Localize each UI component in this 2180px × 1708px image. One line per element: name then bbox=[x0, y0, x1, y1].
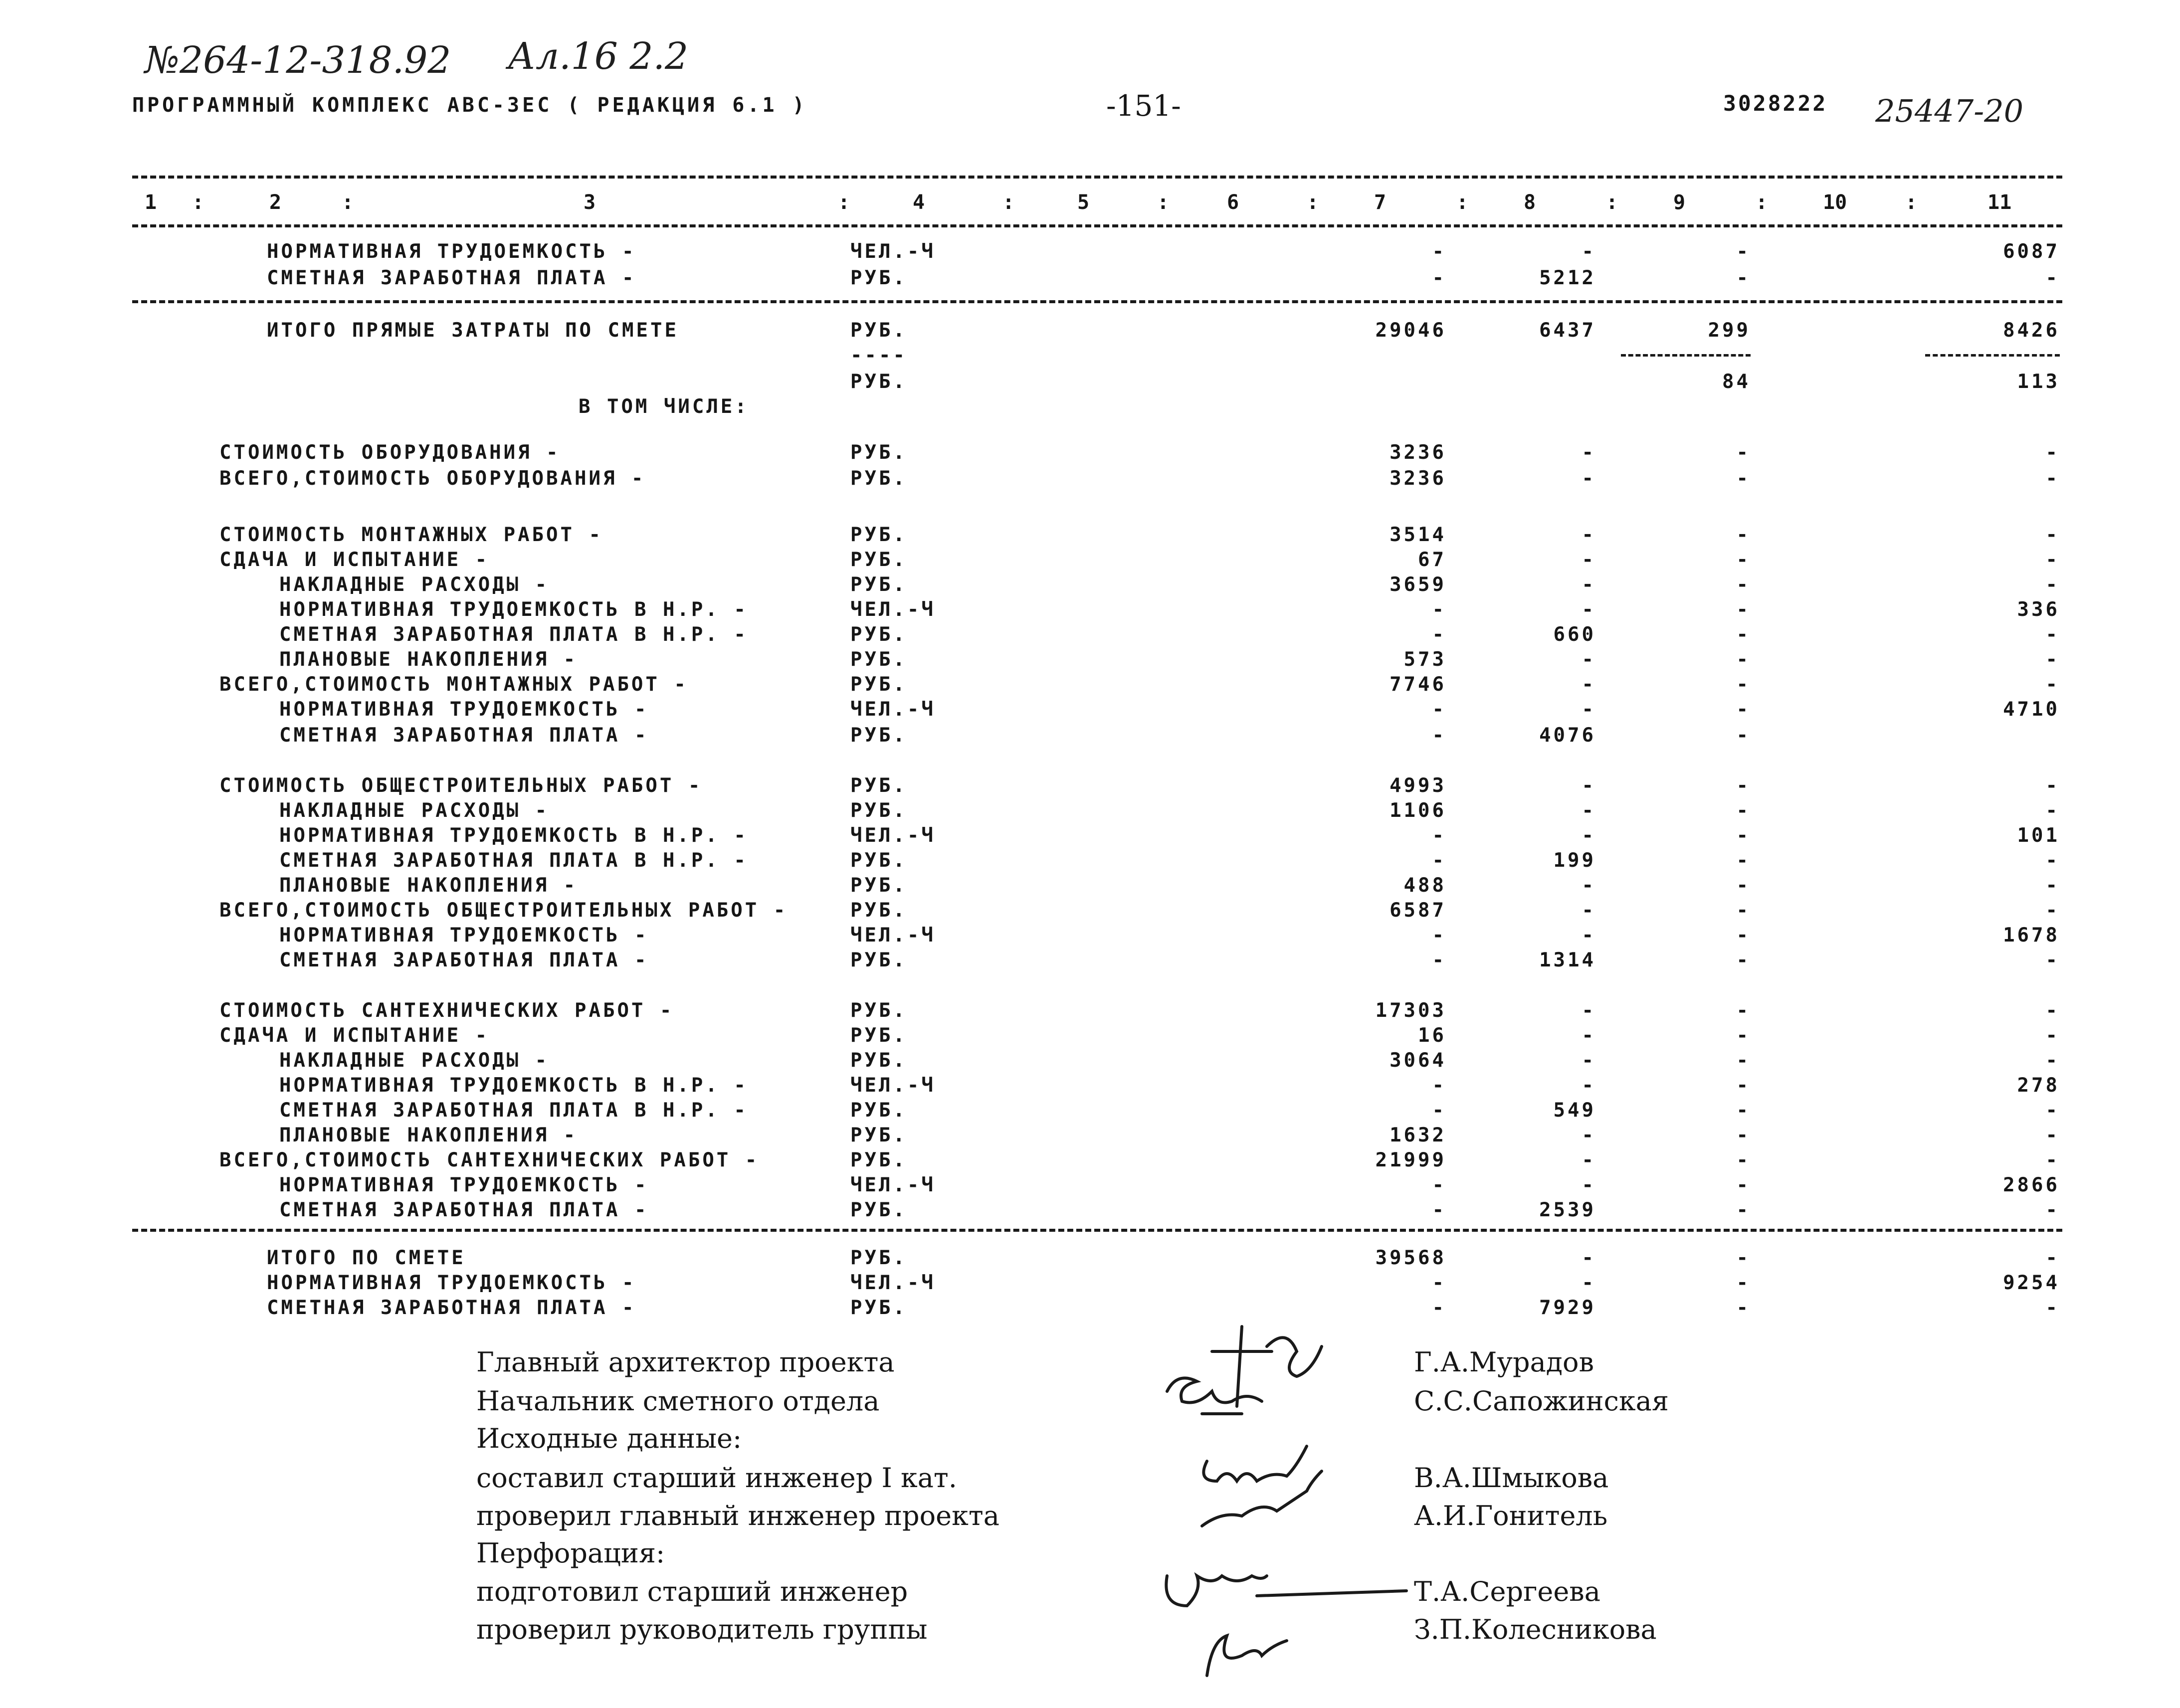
row-label: НОРМАТИВНАЯ ТРУДОЕМКОСТЬ - bbox=[279, 924, 649, 947]
table-row bbox=[0, 1149, 2180, 1175]
col7-value: - bbox=[1432, 924, 1446, 947]
col-header-5: 5 bbox=[1077, 191, 1090, 214]
row-label: НОРМАТИВНАЯ ТРУДОЕМКОСТЬ В Н.Р. - bbox=[279, 824, 748, 847]
col9-value: - bbox=[1736, 824, 1751, 847]
col11-value: - bbox=[2045, 648, 2060, 671]
row-label: ИТОГО ПО СМЕТЕ bbox=[267, 1247, 466, 1269]
col11-value: 8426 bbox=[2003, 319, 2060, 342]
row-label: СТОИМОСТЬ МОНТАЖНЫХ РАБОТ - bbox=[219, 524, 603, 546]
col8-value: - bbox=[1582, 824, 1596, 847]
table-row bbox=[0, 724, 2180, 750]
signoff-role: составил старший инженер I кат. bbox=[476, 1462, 957, 1494]
handwritten-album-number: Ал.16 2.2 bbox=[508, 35, 689, 78]
col8-value: 549 bbox=[1553, 1099, 1596, 1122]
row-unit: ЧЕЛ.-Ч bbox=[850, 1074, 936, 1097]
col8-value: - bbox=[1582, 799, 1596, 822]
row-label: НОРМАТИВНАЯ ТРУДОЕМКОСТЬ - bbox=[279, 1174, 649, 1196]
col7-value: 4993 bbox=[1389, 774, 1446, 797]
col9-value: - bbox=[1736, 949, 1751, 971]
signoff-role: Перфорация: bbox=[476, 1537, 665, 1569]
col8-value: 1314 bbox=[1539, 949, 1596, 971]
col11-value: 113 bbox=[2017, 371, 2060, 393]
row-label: СМЕТНАЯ ЗАРАБОТНАЯ ПЛАТА В Н.Р. - bbox=[279, 1099, 748, 1122]
row-unit: РУБ. bbox=[850, 467, 907, 490]
row-unit: ЧЕЛ.-Ч bbox=[850, 598, 936, 621]
col-header-7: 7 bbox=[1374, 191, 1387, 214]
col7-value: - bbox=[1432, 1199, 1446, 1221]
col8-value: - bbox=[1582, 648, 1596, 671]
col7-value: - bbox=[1432, 1099, 1446, 1122]
col7-value: - bbox=[1432, 698, 1446, 721]
signoff-name: С.С.Сапожинская bbox=[1414, 1385, 1669, 1417]
col7-value: - bbox=[1432, 849, 1446, 872]
row-unit: РУБ. bbox=[850, 371, 907, 393]
col7-value: 573 bbox=[1403, 648, 1446, 671]
col7-value: 16 bbox=[1418, 1024, 1446, 1047]
row-unit: РУБ. bbox=[850, 524, 907, 546]
col-separator: : bbox=[1002, 191, 1015, 214]
col11-value: 101 bbox=[2017, 824, 2060, 847]
col11-value: - bbox=[2045, 799, 2060, 822]
col7-value: 3514 bbox=[1389, 524, 1446, 546]
signoff-role: Главный архитектор проекта bbox=[476, 1346, 895, 1378]
row-unit: РУБ. bbox=[850, 724, 907, 747]
col9-value: - bbox=[1736, 1199, 1751, 1221]
signoff-name: Г.А.Мурадов bbox=[1414, 1346, 1594, 1378]
col-separator: : bbox=[1307, 191, 1319, 214]
row-label: СМЕТНАЯ ЗАРАБОТНАЯ ПЛАТА - bbox=[279, 724, 649, 747]
col11-value: - bbox=[2045, 999, 2060, 1022]
col9-value: - bbox=[1736, 1024, 1751, 1047]
col7-value: 3659 bbox=[1389, 573, 1446, 596]
col9-value: 84 bbox=[1722, 371, 1751, 393]
row-unit: РУБ. bbox=[850, 949, 907, 971]
col9-value: - bbox=[1736, 598, 1751, 621]
table-row bbox=[0, 774, 2180, 800]
signoff-name: А.И.Гонитель bbox=[1414, 1500, 1608, 1531]
table-row bbox=[0, 1247, 2180, 1273]
col7-value: - bbox=[1432, 1297, 1446, 1319]
col8-value: - bbox=[1582, 1247, 1596, 1269]
table-row bbox=[0, 1174, 2180, 1200]
table-row bbox=[0, 267, 2180, 293]
col8-value: - bbox=[1582, 598, 1596, 621]
row-unit: РУБ. bbox=[850, 999, 907, 1022]
col8-value: - bbox=[1582, 1074, 1596, 1097]
col8-value: - bbox=[1582, 240, 1596, 263]
table-row bbox=[0, 344, 2180, 370]
col8-value: - bbox=[1582, 524, 1596, 546]
col8-value: 199 bbox=[1553, 849, 1596, 872]
col9-value: - bbox=[1736, 673, 1751, 696]
col-header-4: 4 bbox=[913, 191, 925, 214]
col9-value: - bbox=[1736, 1049, 1751, 1072]
row-label: ИТОГО ПРЯМЫЕ ЗАТРАТЫ ПО СМЕТЕ bbox=[267, 319, 679, 342]
col9-value: - bbox=[1736, 799, 1751, 822]
col11-value: - bbox=[2045, 441, 2060, 464]
col-header-9: 9 bbox=[1673, 191, 1686, 214]
row-label: НАКЛАДНЫЕ РАСХОДЫ - bbox=[279, 799, 550, 822]
col9-value: - bbox=[1736, 774, 1751, 797]
row-label: ВСЕГО,СТОИМОСТЬ МОНТАЖНЫХ РАБОТ - bbox=[219, 673, 688, 696]
row-label: НАКЛАДНЫЕ РАСХОДЫ - bbox=[279, 1049, 550, 1072]
signoff-name: В.А.Шмыкова bbox=[1414, 1462, 1609, 1494]
table-row bbox=[0, 549, 2180, 574]
col11-value: - bbox=[2045, 874, 2060, 897]
col11-value: - bbox=[2045, 549, 2060, 571]
row-unit: РУБ. bbox=[850, 899, 907, 922]
row-unit: РУБ. bbox=[850, 648, 907, 671]
col11-value: 278 bbox=[2017, 1074, 2060, 1097]
col9-value: - bbox=[1736, 441, 1751, 464]
col8-value: - bbox=[1582, 1272, 1596, 1294]
table-row bbox=[0, 999, 2180, 1025]
col7-value: - bbox=[1432, 240, 1446, 263]
col9-value: - bbox=[1736, 899, 1751, 922]
row-label: СДАЧА И ИСПЫТАНИЕ - bbox=[219, 1024, 490, 1047]
col-separator: : bbox=[1756, 191, 1768, 214]
col8-value: 5212 bbox=[1539, 267, 1596, 289]
row-label: НОРМАТИВНАЯ ТРУДОЕМКОСТЬ В Н.Р. - bbox=[279, 598, 748, 621]
row-label: СМЕТНАЯ ЗАРАБОТНАЯ ПЛАТА - bbox=[267, 267, 636, 289]
col7-value: - bbox=[1432, 1174, 1446, 1196]
row-unit: ЧЕЛ.-Ч bbox=[850, 1174, 936, 1196]
row-label: НОРМАТИВНАЯ ТРУДОЕМКОСТЬ - bbox=[267, 240, 636, 263]
table-row bbox=[0, 849, 2180, 875]
row-label: НОРМАТИВНАЯ ТРУДОЕМКОСТЬ - bbox=[267, 1272, 636, 1294]
row-label: СМЕТНАЯ ЗАРАБОТНАЯ ПЛАТА - bbox=[267, 1297, 636, 1319]
signoff-role: проверил руководитель группы bbox=[476, 1614, 928, 1645]
document-code: 3028222 bbox=[1723, 91, 1828, 116]
row-label: НАКЛАДНЫЕ РАСХОДЫ - bbox=[279, 573, 550, 596]
col8-value: - bbox=[1582, 924, 1596, 947]
col9-value: - bbox=[1736, 240, 1751, 263]
col7-value: - bbox=[1432, 724, 1446, 747]
row-unit: ЧЕЛ.-Ч bbox=[850, 824, 936, 847]
row-unit: ЧЕЛ.-Ч bbox=[850, 1272, 936, 1294]
col11-value: - bbox=[2045, 673, 2060, 696]
col9-value: - bbox=[1736, 698, 1751, 721]
col7-value: - bbox=[1432, 1272, 1446, 1294]
row-label: СТОИМОСТЬ САНТЕХНИЧЕСКИХ РАБОТ - bbox=[219, 999, 674, 1022]
col7-value: - bbox=[1432, 598, 1446, 621]
row-unit: РУБ. bbox=[850, 441, 907, 464]
col8-value: 6437 bbox=[1539, 319, 1596, 342]
row-unit: РУБ. bbox=[850, 1024, 907, 1047]
col-header-10: 10 bbox=[1823, 191, 1847, 214]
row-unit: РУБ. bbox=[850, 319, 907, 342]
col9-value: - bbox=[1736, 874, 1751, 897]
table-row bbox=[0, 524, 2180, 550]
col8-value: - bbox=[1582, 698, 1596, 721]
row-label: СТОИМОСТЬ ОБОРУДОВАНИЯ - bbox=[219, 441, 561, 464]
col-header-1: 1 bbox=[145, 191, 157, 214]
col9-value: - bbox=[1736, 1272, 1751, 1294]
signatures-drawing bbox=[1137, 1307, 1416, 1686]
row-label: ПЛАНОВЫЕ НАКОПЛЕНИЯ - bbox=[279, 874, 578, 897]
row-label: СМЕТНАЯ ЗАРАБОТНАЯ ПЛАТА - bbox=[279, 949, 649, 971]
col7-value: 6587 bbox=[1389, 899, 1446, 922]
col7-value: - bbox=[1432, 1074, 1446, 1097]
col8-value: - bbox=[1582, 673, 1596, 696]
table-row bbox=[0, 899, 2180, 925]
program-title: ПРОГРАММНЫЙ КОМПЛЕКС АВС-3ЕС ( РЕДАКЦИЯ 6.1 ) bbox=[132, 94, 807, 117]
row-label: СМЕТНАЯ ЗАРАБОТНАЯ ПЛАТА В Н.Р. - bbox=[279, 849, 748, 872]
col11-value: - bbox=[2045, 774, 2060, 797]
row-label: В ТОМ ЧИСЛЕ: bbox=[579, 395, 749, 418]
row-unit: РУБ. bbox=[850, 623, 907, 646]
col9-value: - bbox=[1736, 267, 1751, 289]
table-row bbox=[0, 1074, 2180, 1100]
table-row bbox=[0, 949, 2180, 975]
col11-value: 2866 bbox=[2003, 1174, 2060, 1196]
col8-value: 660 bbox=[1553, 623, 1596, 646]
col7-value: 39568 bbox=[1375, 1247, 1446, 1269]
table-row bbox=[0, 598, 2180, 624]
row-unit: РУБ. bbox=[850, 849, 907, 872]
row-unit: РУБ. bbox=[850, 1297, 907, 1319]
col9-value: - bbox=[1736, 849, 1751, 872]
col8-value: 7929 bbox=[1539, 1297, 1596, 1319]
col11-value: - bbox=[2045, 1024, 2060, 1047]
col-separator: : bbox=[342, 191, 354, 214]
table-row bbox=[0, 1099, 2180, 1125]
row-label: СМЕТНАЯ ЗАРАБОТНАЯ ПЛАТА - bbox=[279, 1199, 649, 1221]
col11-value: - bbox=[2045, 1124, 2060, 1146]
table-row bbox=[0, 1049, 2180, 1075]
col11-value: - bbox=[2045, 623, 2060, 646]
col8-value: - bbox=[1582, 1149, 1596, 1171]
signoff-role: Начальник сметного отдела bbox=[476, 1385, 880, 1417]
row-unit: РУБ. bbox=[850, 799, 907, 822]
col8-value: 2539 bbox=[1539, 1199, 1596, 1221]
col8-value: 4076 bbox=[1539, 724, 1596, 747]
col8-value: - bbox=[1582, 549, 1596, 571]
col-header-6: 6 bbox=[1227, 191, 1239, 214]
col9-value: - bbox=[1736, 573, 1751, 596]
col9-value: - bbox=[1736, 1099, 1751, 1122]
col9-value: - bbox=[1736, 924, 1751, 947]
col9-value: - bbox=[1736, 1247, 1751, 1269]
col-separator: : bbox=[1905, 191, 1918, 214]
col7-value: 3064 bbox=[1389, 1049, 1446, 1072]
row-unit: ЧЕЛ.-Ч bbox=[850, 924, 936, 947]
col-separator: : bbox=[1456, 191, 1469, 214]
col-header-11: 11 bbox=[1987, 191, 2012, 214]
col8-value: - bbox=[1582, 1174, 1596, 1196]
row-label: СМЕТНАЯ ЗАРАБОТНАЯ ПЛАТА В Н.Р. - bbox=[279, 623, 748, 646]
table-row bbox=[0, 573, 2180, 599]
row-label: СДАЧА И ИСПЫТАНИЕ - bbox=[219, 549, 490, 571]
table-row bbox=[0, 1124, 2180, 1150]
row-unit: ЧЕЛ.-Ч bbox=[850, 240, 936, 263]
col9-value: - bbox=[1736, 1297, 1751, 1319]
page-number: -151- bbox=[1106, 89, 1181, 123]
row-label: НОРМАТИВНАЯ ТРУДОЕМКОСТЬ - bbox=[279, 698, 649, 721]
table-row bbox=[0, 673, 2180, 699]
col11-value: - bbox=[2045, 573, 2060, 596]
col-header-3: 3 bbox=[584, 191, 596, 214]
table-row bbox=[0, 799, 2180, 825]
col11-value: - bbox=[2045, 949, 2060, 971]
col11-value: - bbox=[2045, 467, 2060, 490]
col8-value: - bbox=[1582, 1024, 1596, 1047]
col8-value: - bbox=[1582, 874, 1596, 897]
row-unit: РУБ. bbox=[850, 549, 907, 571]
col9-value: - bbox=[1736, 724, 1751, 747]
col7-value: 1106 bbox=[1389, 799, 1446, 822]
col11-value: 9254 bbox=[2003, 1272, 2060, 1294]
col8-value: - bbox=[1582, 774, 1596, 797]
table-row bbox=[0, 395, 2180, 421]
row-unit: ---- bbox=[850, 344, 907, 367]
table-row bbox=[0, 1297, 2180, 1323]
row-unit: РУБ. bbox=[850, 1199, 907, 1221]
col11-value: - bbox=[2045, 899, 2060, 922]
col-header-2: 2 bbox=[269, 191, 282, 214]
col8-value: - bbox=[1582, 1124, 1596, 1146]
row-label: ПЛАНОВЫЕ НАКОПЛЕНИЯ - bbox=[279, 1124, 578, 1146]
col7-value: 7746 bbox=[1389, 673, 1446, 696]
col7-value: 488 bbox=[1403, 874, 1446, 897]
col9-value: 299 bbox=[1708, 319, 1751, 342]
col9-value: - bbox=[1736, 1074, 1751, 1097]
col11-value: 1678 bbox=[2003, 924, 2060, 947]
table-row bbox=[0, 698, 2180, 724]
row-unit: РУБ. bbox=[850, 1099, 907, 1122]
col11-value: - bbox=[2045, 1297, 2060, 1319]
row-unit: РУБ. bbox=[850, 1124, 907, 1146]
col7-value: - bbox=[1432, 824, 1446, 847]
row-unit: РУБ. bbox=[850, 1149, 907, 1171]
signoff-name: Т.А.Сергеева bbox=[1414, 1576, 1600, 1607]
row-label: ВСЕГО,СТОИМОСТЬ САНТЕХНИЧЕСКИХ РАБОТ - bbox=[219, 1149, 760, 1171]
row-unit: РУБ. bbox=[850, 774, 907, 797]
col7-value: 3236 bbox=[1389, 467, 1446, 490]
table-row bbox=[0, 1199, 2180, 1225]
col9-value: - bbox=[1736, 623, 1751, 646]
row-unit: РУБ. bbox=[850, 1049, 907, 1072]
col11-value: - bbox=[2045, 1247, 2060, 1269]
col11-value: - bbox=[2045, 267, 2060, 289]
table-row bbox=[0, 824, 2180, 850]
handwritten-document-number: №264-12-318.92 bbox=[145, 39, 451, 82]
signoff-name: З.П.Колесникова bbox=[1414, 1614, 1657, 1645]
row-label: ВСЕГО,СТОИМОСТЬ ОБОРУДОВАНИЯ - bbox=[219, 467, 646, 490]
row-unit: РУБ. bbox=[850, 573, 907, 596]
col8-value: - bbox=[1582, 467, 1596, 490]
row-unit: РУБ. bbox=[850, 874, 907, 897]
signoff-role: Исходные данные: bbox=[476, 1423, 742, 1454]
col11-value: - bbox=[2045, 1049, 2060, 1072]
col-separator: : bbox=[1606, 191, 1618, 214]
table-row bbox=[0, 648, 2180, 674]
signoff-role: подготовил старший инженер bbox=[476, 1576, 908, 1607]
col9-value: - bbox=[1736, 648, 1751, 671]
col7-value: 67 bbox=[1418, 549, 1446, 571]
col7-value: 3236 bbox=[1389, 441, 1446, 464]
table-row bbox=[0, 441, 2180, 467]
col11-value: - bbox=[2045, 1149, 2060, 1171]
table-row bbox=[0, 467, 2180, 493]
col11-value: 4710 bbox=[2003, 698, 2060, 721]
col11-value: 6087 bbox=[2003, 240, 2060, 263]
col7-value: - bbox=[1432, 623, 1446, 646]
table-row bbox=[0, 319, 2180, 345]
col9-value: - bbox=[1736, 999, 1751, 1022]
col8-value: - bbox=[1582, 1049, 1596, 1072]
col7-value: 21999 bbox=[1375, 1149, 1446, 1171]
col-separator: : bbox=[192, 191, 204, 214]
col11-value: - bbox=[2045, 524, 2060, 546]
col-header-8: 8 bbox=[1524, 191, 1536, 214]
col8-value: - bbox=[1582, 573, 1596, 596]
col7-value: 1632 bbox=[1389, 1124, 1446, 1146]
row-unit: РУБ. bbox=[850, 673, 907, 696]
col7-value: 17303 bbox=[1375, 999, 1446, 1022]
handwritten-inventory-number: 25447-20 bbox=[1875, 93, 2024, 129]
row-unit: РУБ. bbox=[850, 1247, 907, 1269]
col11-value: 336 bbox=[2017, 598, 2060, 621]
table-row bbox=[0, 874, 2180, 900]
row-label: НОРМАТИВНАЯ ТРУДОЕМКОСТЬ В Н.Р. - bbox=[279, 1074, 748, 1097]
col9-value: - bbox=[1736, 467, 1751, 490]
row-unit: РУБ. bbox=[850, 267, 907, 289]
col11-value: - bbox=[2045, 849, 2060, 872]
table-row bbox=[0, 1272, 2180, 1298]
col7-value: - bbox=[1432, 267, 1446, 289]
signoff-role: проверил главный инженер проекта bbox=[476, 1500, 999, 1531]
row-label: ПЛАНОВЫЕ НАКОПЛЕНИЯ - bbox=[279, 648, 578, 671]
col11-value: - bbox=[2045, 1099, 2060, 1122]
table-row bbox=[0, 371, 2180, 396]
col-separator: : bbox=[838, 191, 850, 214]
table-row bbox=[0, 1024, 2180, 1050]
col9-value: - bbox=[1736, 1174, 1751, 1196]
col-separator: : bbox=[1157, 191, 1170, 214]
col7-value: 29046 bbox=[1375, 319, 1446, 342]
col9-value: - bbox=[1736, 1149, 1751, 1171]
col8-value: - bbox=[1582, 999, 1596, 1022]
table-row bbox=[0, 623, 2180, 649]
table-row bbox=[0, 240, 2180, 266]
table-row bbox=[0, 924, 2180, 950]
col9-value: - bbox=[1736, 549, 1751, 571]
row-label: СТОИМОСТЬ ОБЩЕСТРОИТЕЛЬНЫХ РАБОТ - bbox=[219, 774, 703, 797]
col8-value: - bbox=[1582, 441, 1596, 464]
row-unit: ЧЕЛ.-Ч bbox=[850, 698, 936, 721]
row-label: ВСЕГО,СТОИМОСТЬ ОБЩЕСТРОИТЕЛЬНЫХ РАБОТ - bbox=[219, 899, 788, 922]
col8-value: - bbox=[1582, 899, 1596, 922]
col9-value: - bbox=[1736, 524, 1751, 546]
col7-value: - bbox=[1432, 949, 1446, 971]
col9-value: - bbox=[1736, 1124, 1751, 1146]
col11-value: - bbox=[2045, 1199, 2060, 1221]
